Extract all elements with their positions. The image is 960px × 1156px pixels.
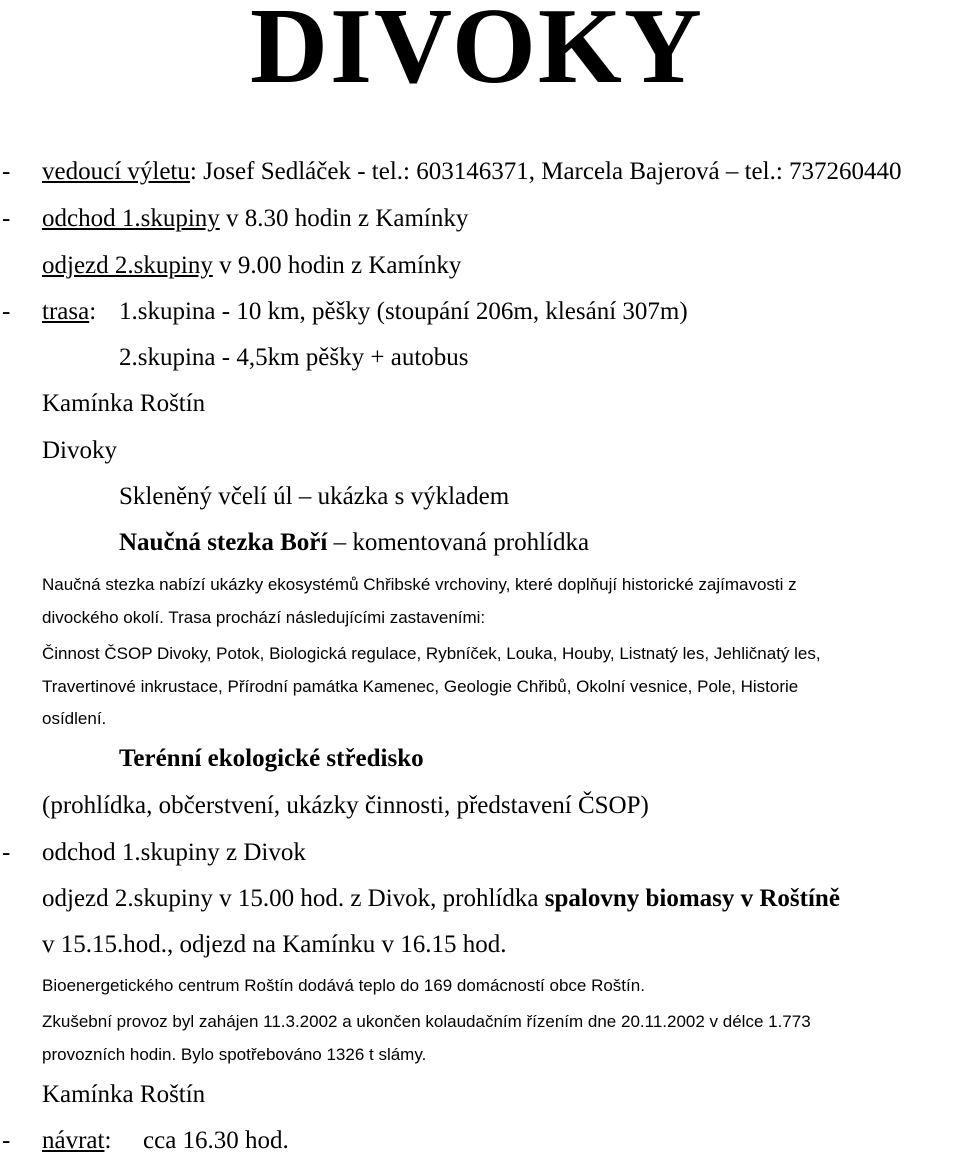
departure-line-4: odjezd 2.skupiny v 15.00 hod. z Divok, prohlídka spalovny biomasy v Roštíně bbox=[42, 885, 840, 912]
center-heading: Terénní ekologické středisko bbox=[119, 745, 424, 772]
paragraph-line: Bioenergetického centrum Roštín dodává teplo do 169 domácností obce Roštín. bbox=[42, 976, 645, 995]
place-heading: Divoky bbox=[42, 437, 117, 464]
bullet-dash: - bbox=[2, 839, 11, 866]
activity-line: Naučná stezka Boří – komentovaná prohlídka bbox=[119, 529, 590, 556]
bullet-dash: - bbox=[2, 158, 11, 185]
paragraph-line: divockého okolí. Trasa prochází následujícími zastaveními: bbox=[42, 608, 486, 627]
departure-line-2: odjezd 2.skupiny v 9.00 hodin z Kamínky bbox=[42, 252, 462, 279]
paragraph-line: osídlení. bbox=[42, 709, 107, 728]
center-details: (prohlídka, občerstvení, ukázky činnosti, představení ČSOP) bbox=[42, 792, 649, 819]
paragraph-line: provozních hodin. Bylo spotřebováno 1326 t slámy. bbox=[42, 1045, 427, 1064]
page-title: DIVOKY bbox=[250, 0, 704, 106]
departure-label-2: odjezd 2.skupiny bbox=[42, 252, 213, 279]
paragraph-line: Činnost ČSOP Divoky, Potok, Biologická regulace, Rybníček, Louka, Houby, Listnatý les, Jehličnatý les, bbox=[42, 644, 821, 663]
return-label: návrat: bbox=[42, 1127, 112, 1154]
departure-line-3: odchod 1.skupiny z Divok bbox=[42, 839, 306, 866]
bullet-dash: - bbox=[2, 205, 11, 232]
paragraph-line: Zkušební provoz byl zahájen 11.3.2002 a ukončen kolaudačním řízením dne 20.11.2002 v délce 1.773 bbox=[42, 1012, 811, 1031]
return-time: cca 16.30 hod. bbox=[143, 1127, 289, 1154]
paragraph-line: Travertinové inkrustace, Přírodní památka Kamenec, Geologie Chřibů, Okolní vesnice, Pole, Historie bbox=[42, 677, 799, 696]
leader-text: : Josef Sedláček - tel.: 603146371, Marcela Bajerová – tel.: 737260440 bbox=[189, 158, 902, 185]
departure-line-5: v 15.15.hod., odjezd na Kamínku v 16.15 hod. bbox=[42, 931, 507, 958]
bullet-dash: - bbox=[2, 298, 11, 325]
route-group-2: 2.skupina - 4,5km pěšky + autobus bbox=[119, 344, 469, 371]
route-label: trasa: bbox=[42, 298, 97, 325]
leader-line bbox=[42, 157, 902, 187]
route-group-1: 1.skupina - 10 km, pěšky (stoupání 206m, klesání 307m) bbox=[119, 298, 688, 325]
departure-line-1: odchod 1.skupiny v 8.30 hodin z Kamínky bbox=[42, 205, 469, 232]
place-heading: Kamínka Roštín bbox=[42, 390, 206, 417]
departure-label-1: odchod 1.skupiny bbox=[42, 205, 220, 232]
leader-label: vedoucí výletu bbox=[42, 158, 190, 185]
activity-line: Skleněný včelí úl – ukázka s výkladem bbox=[119, 483, 510, 510]
place-heading: Kamínka Roštín bbox=[42, 1081, 206, 1108]
paragraph-line: Naučná stezka nabízí ukázky ekosystémů Chřibské vrchoviny, které doplňují historické zajímavosti z bbox=[42, 575, 797, 594]
bullet-dash: - bbox=[2, 1127, 11, 1154]
